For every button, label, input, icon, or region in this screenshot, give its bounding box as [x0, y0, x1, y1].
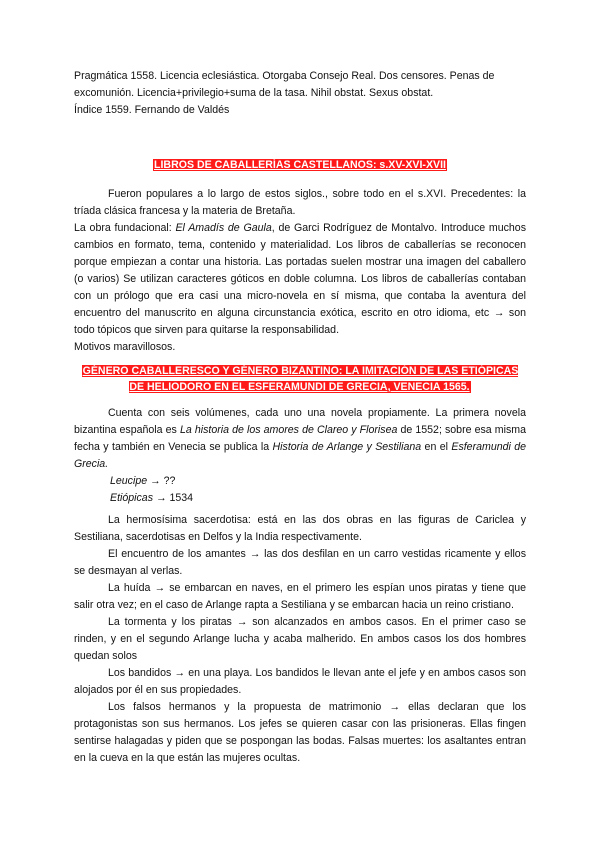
text-run: , de Garci Rodríguez de Montalvo. Introduce muchos cambios en formato, tema, contenido y materialidad. Los libros de caballerías se reconocen porque empiezan a contar una historia. Las portadas suelen mostrar una imagen del caballero (o varios) Se utilizan caracteres góticos en doble columna. Los libros de caballerías contaban con un prólogo que era casi una micro-novela en sí misma, que contaba la aventura del encuentro del manuscrito en alguna circunstancia exótica, escrito en otro idioma, etc → son todo tópicos que sirven para quitarse la responsabilidad.: [74, 222, 526, 336]
text-run: → ??: [147, 475, 176, 487]
indice-line: Índice 1559. Fernando de Valdés: [74, 104, 230, 116]
section1-body: [74, 186, 526, 356]
motif-paragraph: La hermosísima sacerdotisa: está en las dos obras en las figuras de Cariclea y Sestiliana, sacerdotisas en Delfos y la India respectivamente.: [74, 514, 526, 543]
section2-body: [74, 405, 526, 507]
etiopicas-line: [74, 490, 526, 507]
motif-paragraph: Los bandidos → en una playa. Los bandidos le llevan ante el jefe y en ambos casos son alojados por él en sus propiedades.: [74, 667, 526, 696]
text-run: La obra fundacional:: [74, 222, 176, 234]
leucipe-line: [74, 473, 526, 490]
section1-heading: [74, 157, 526, 173]
motif-paragraph: El encuentro de los amantes → las dos desfilan en un carro vestidas ricamente y ellos se desmayan al verlas.: [74, 548, 526, 577]
motif-paragraph: La huída → se embarcan en naves, en el primero les espían unos piratas y tiene que salir otra vez; en el caso de Arlange rapta a Sestiliana y se embarcan hacia un reino cristiano.: [74, 582, 526, 611]
top-notes: [74, 68, 526, 119]
book-title: Esferamundi de Grecia.: [74, 441, 527, 470]
text-run: en el: [421, 441, 452, 453]
pragmatica-line: Pragmática 1558. Licencia eclesiástica. Otorgaba Consejo Real. Dos censores. Penas de excomunión. Licencia+privilegio+suma de la tasa. Nihil obstat. Sexus obstat.: [74, 70, 495, 99]
motifs-list: [74, 512, 526, 767]
section2-paragraph-1: [74, 405, 526, 473]
section1-paragraph-1: Fueron populares a lo largo de estos siglos., sobre todo en el s.XVI. Precedentes: la tríada clásica francesa y la materia de Bretaña.: [74, 188, 526, 217]
motif-paragraph: La tormenta y los piratas → son alcanzados en ambos casos. En el primer caso se rinden, y en el segundo Arlange lucha y acaba malherido. En ambos casos los dos hombres quedan solos: [74, 616, 526, 662]
book-title: El Amadís de Gaula: [175, 222, 272, 234]
text-run: → 1534: [153, 492, 194, 504]
book-title: Historia de Arlange y Sestiliana: [272, 441, 422, 453]
book-title: La historia de los amores de Clareo y Florisea: [179, 424, 398, 436]
book-title: Leucipe: [110, 475, 148, 487]
section2-heading-text: GÉNERO CABALLERESCO Y GÉNERO BIZANTINO: LA IMITACIÓN DE LAS ETIÓPICAS DE HELIODORO EN EL ESFERAMUNDI DE GRECIA, VENECIA 1565.: [82, 365, 519, 393]
motif-paragraph: Los falsos hermanos y la propuesta de matrimonio → ellas declaran que los protagonistas son sus hermanos. Los jefes se quieren casar con las prisioneras. Ellas fingen sentirse halagadas y piden que se pospongan las bodas. Falsas muertes: los asaltantes entran en la cueva en la que están las mujeres ocultas.: [74, 701, 526, 764]
section1-paragraph-3: Motivos maravillosos.: [74, 341, 176, 353]
text-run: Cuenta con seis volúmenes, cada uno una novela propiamente. La primera novela bizantina española es: [74, 407, 526, 436]
text-run: de 1552; sobre esa misma fecha y también en Venecia se publica la: [74, 424, 526, 453]
section2-heading: [74, 363, 526, 395]
section1-heading-text: LIBROS DE CABALLERÍAS CASTELLANOS: s.XV-XVI-XVII: [154, 159, 446, 171]
book-title: Etiópicas: [110, 492, 153, 504]
section1-paragraph-2: [74, 220, 526, 339]
